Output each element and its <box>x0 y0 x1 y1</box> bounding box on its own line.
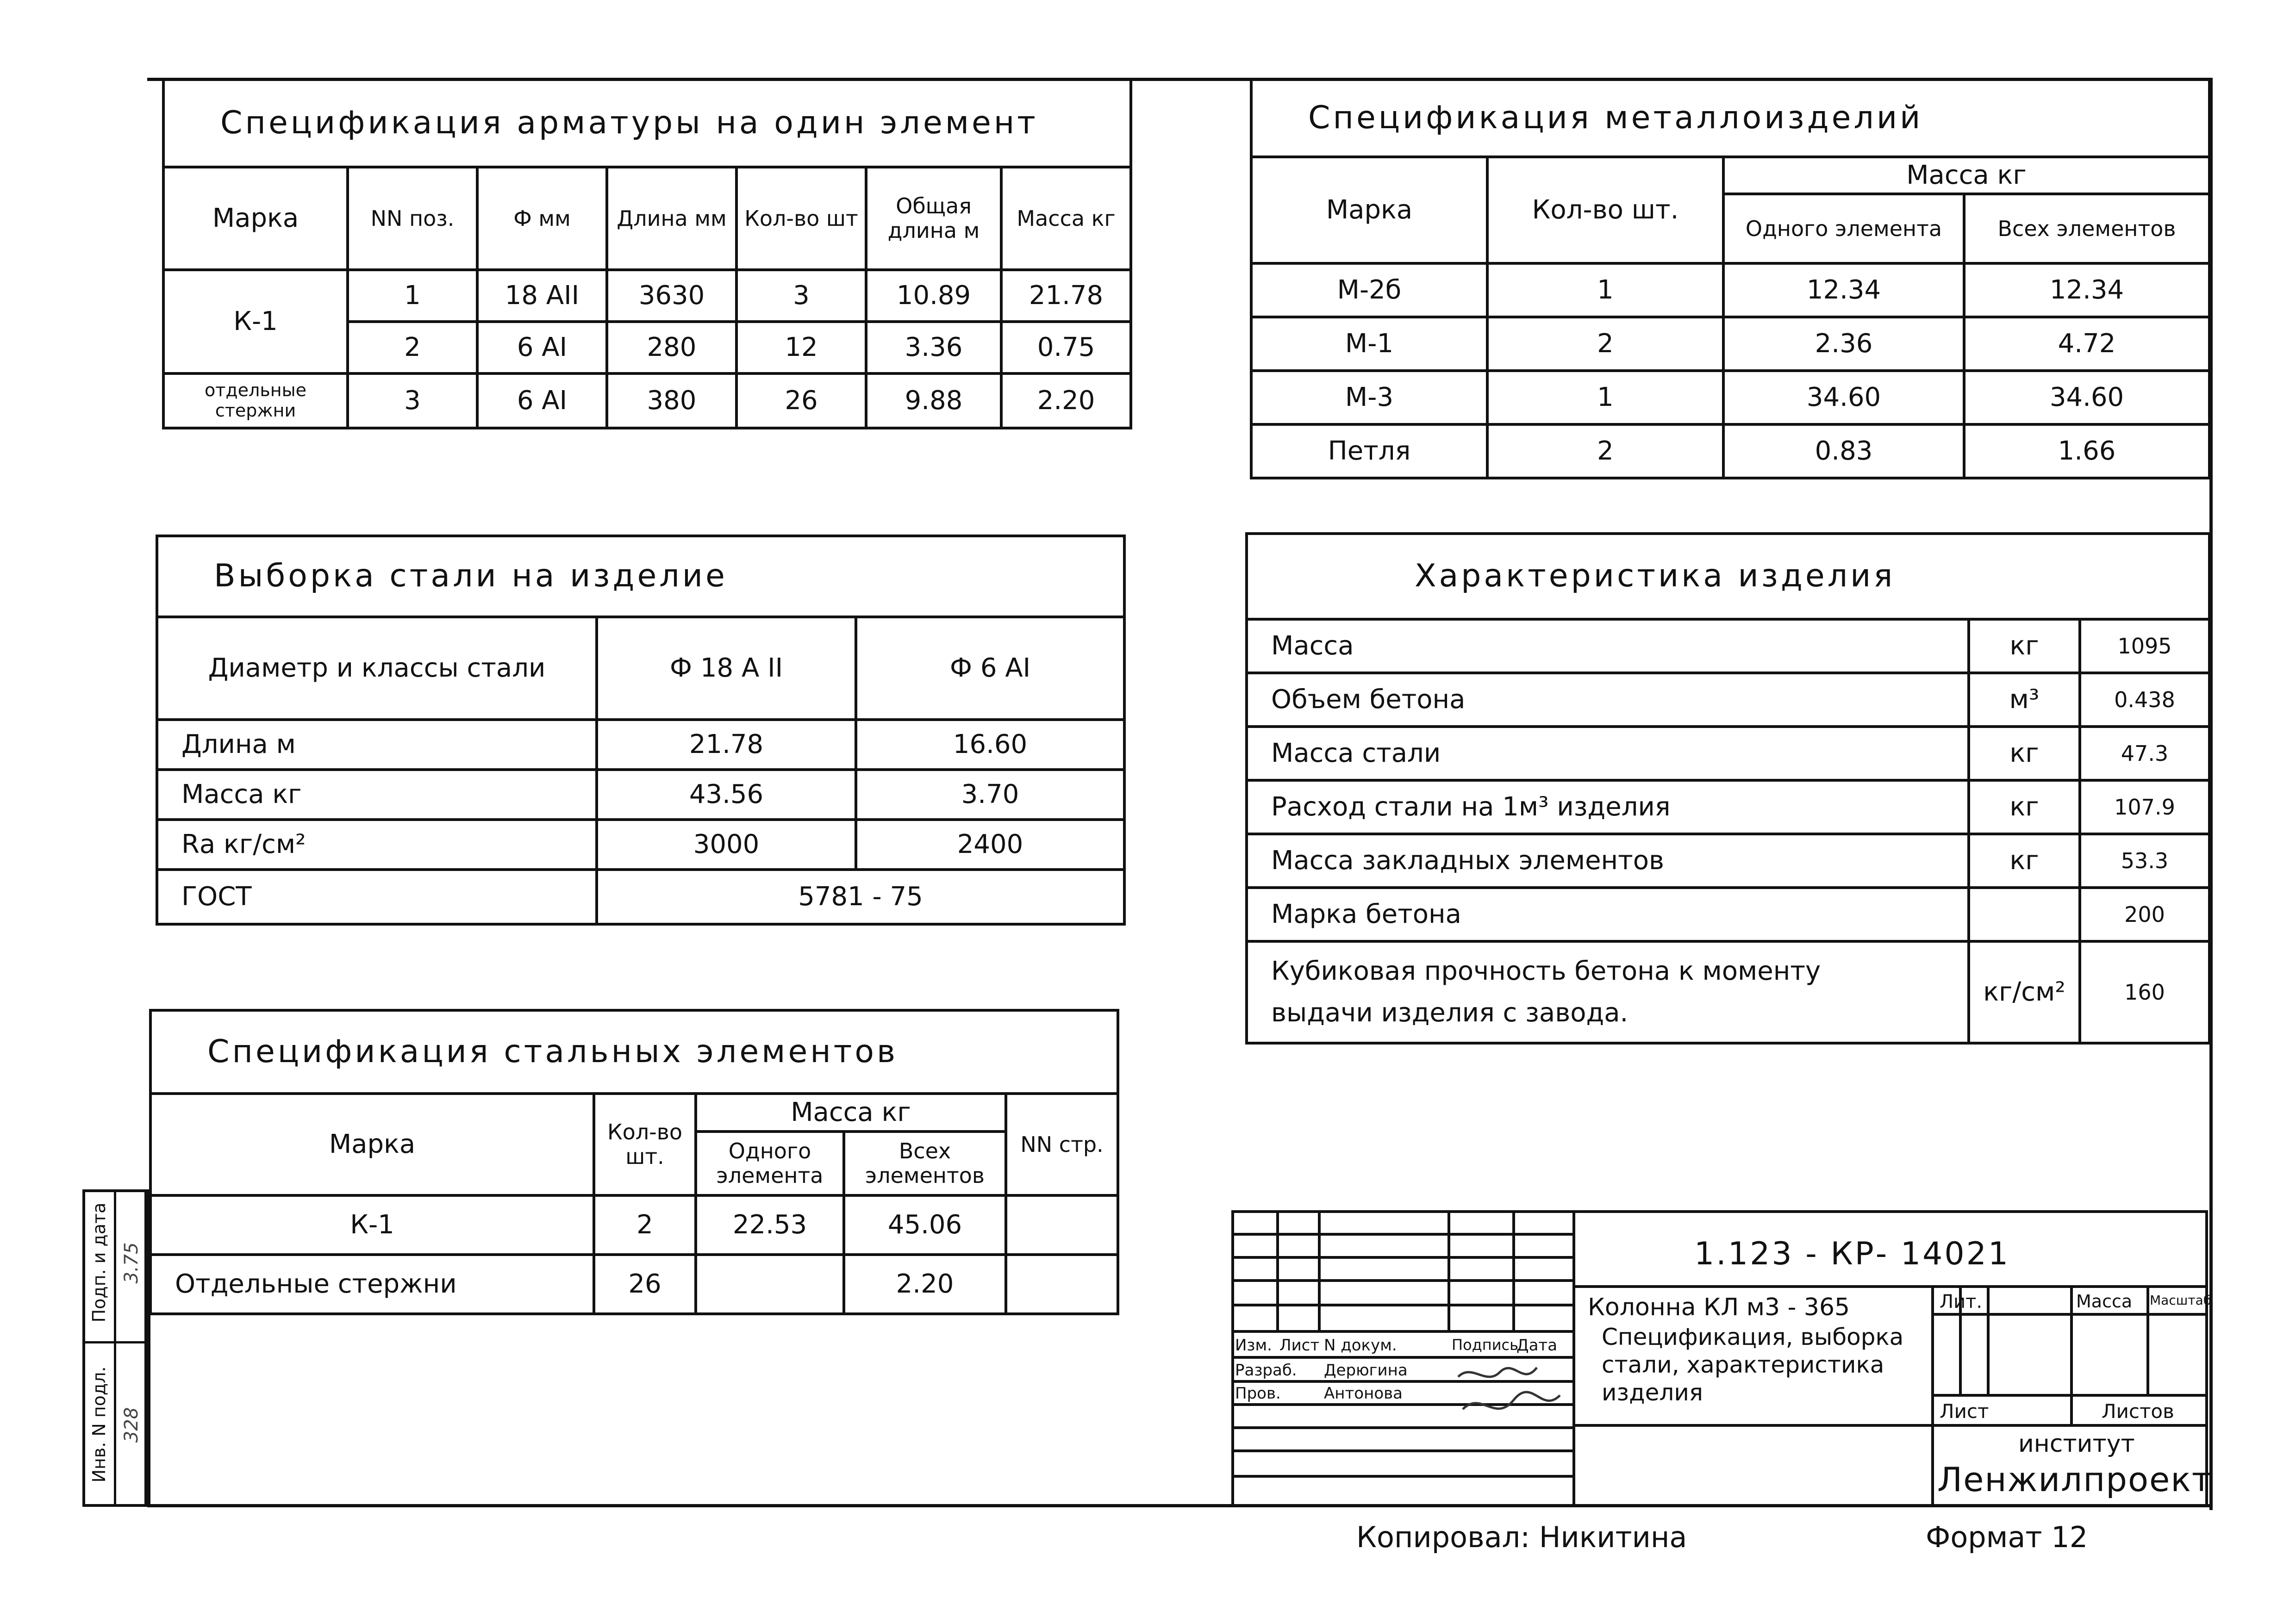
side-stamp-inv-label: Инв. N подл. <box>89 1366 109 1483</box>
rebar-cell: 380 <box>607 373 736 428</box>
steel-sample-header-col2: Ф 6 АI <box>856 617 1124 720</box>
steel-sample-gost-label: ГОСТ <box>157 870 597 924</box>
steel-elements-cell: К-1 <box>150 1195 594 1255</box>
side-stamp-sign-value: 3.75 <box>121 1242 142 1284</box>
metal-spec-title: Спецификация металлоизделий <box>1251 79 2209 157</box>
title-block-sheet: Лист <box>1940 1400 1989 1423</box>
rebar-row-mark: К-1 <box>163 270 348 373</box>
title-block-razrab-name: Дерюгина <box>1324 1361 1408 1380</box>
title-block-col-izm: Изм. <box>1235 1336 1272 1355</box>
steel-elements-title: Спецификация стальных элементов <box>150 1010 1118 1094</box>
rebar-cell: 0.75 <box>1001 322 1131 373</box>
title-block-desc-3: стали, характеристика <box>1602 1351 1884 1378</box>
rebar-spec-table <box>162 78 1132 429</box>
steel-elements-header-mass: Масса кг <box>696 1094 1006 1132</box>
steel-sample-cell: 21.78 <box>597 720 856 770</box>
characteristics-label: Расход стали на 1м³ изделия <box>1247 780 1969 834</box>
rebar-cell: 6 АI <box>477 373 607 428</box>
rebar-header-len: Длина мм <box>607 167 736 270</box>
steel-elements-cell: 26 <box>594 1255 696 1314</box>
title-block-razrab-label: Разраб. <box>1235 1361 1297 1380</box>
steel-sample-row-label: Длина м <box>157 720 597 770</box>
steel-elements-cell <box>1006 1255 1118 1314</box>
characteristics-label: Марка бетона <box>1247 888 1969 941</box>
steel-sample-header-label: Диаметр и классы стали <box>157 617 597 720</box>
characteristics-unit: кг <box>1969 834 2080 888</box>
rebar-cell: 2 <box>348 322 477 373</box>
title-block-prov-name: Антонова <box>1324 1384 1403 1403</box>
rebar-cell: 12 <box>736 322 866 373</box>
characteristics-unit: м³ <box>1969 673 2080 727</box>
title-block-prov-label: Пров. <box>1235 1384 1281 1403</box>
metal-cell: 1 <box>1487 371 1723 424</box>
rebar-cell: 280 <box>607 322 736 373</box>
rebar-cell: 10.89 <box>866 270 1001 322</box>
side-stamp <box>82 1189 147 1507</box>
rebar-cell: 6 АI <box>477 322 607 373</box>
steel-sample-cell: 43.56 <box>597 770 856 820</box>
title-block-col-ndoc: N докум. <box>1324 1336 1397 1355</box>
rebar-header-qty: Кол-во шт <box>736 167 866 270</box>
rebar-cell: 3 <box>348 373 477 428</box>
steel-sample-cell: 16.60 <box>856 720 1124 770</box>
signature-mark <box>1454 1358 1565 1428</box>
metal-header-all: Всех элементов <box>1964 194 2209 263</box>
title-block-desc-4: изделия <box>1602 1379 1703 1406</box>
steel-elements-header-one: Одного элемента <box>696 1132 844 1195</box>
rebar-cell: 26 <box>736 373 866 428</box>
rebar-cell: 3 <box>736 270 866 322</box>
steel-sample-cell: 3000 <box>597 820 856 870</box>
footer-format: Формат 12 <box>1926 1520 2088 1554</box>
characteristics-value: 200 <box>2080 888 2209 941</box>
metal-cell: 2 <box>1487 317 1723 371</box>
characteristics-unit: кг/см² <box>1969 941 2080 1043</box>
characteristics-value: 107.9 <box>2080 780 2209 834</box>
characteristics-label: Кубиковая прочность бетона к моменту выдачи изделия с завода. <box>1247 941 1969 1043</box>
characteristics-title: Характеристика изделия <box>1247 534 2209 619</box>
title-block <box>1231 1210 2212 1507</box>
steel-elements-header-all: Всех элементов <box>844 1132 1006 1195</box>
metal-cell: 1 <box>1487 263 1723 317</box>
steel-sample-row-label: Масса кг <box>157 770 597 820</box>
characteristics-value: 47.3 <box>2080 727 2209 780</box>
steel-elements-header-page: NN стр. <box>1006 1094 1118 1195</box>
rebar-cell: 2.20 <box>1001 373 1131 428</box>
rebar-cell: 18 АII <box>477 270 607 322</box>
rebar-header-total-len: Общая длина м <box>866 167 1001 270</box>
steel-elements-cell: 22.53 <box>696 1195 844 1255</box>
steel-sample-row-label: Rа кг/см² <box>157 820 597 870</box>
steel-elements-table <box>149 1009 1119 1315</box>
footer-copied: Копировал: Никитина <box>1356 1520 1687 1554</box>
metal-cell: М-2б <box>1251 263 1487 317</box>
side-stamp-sign-label: Подп. и дата <box>89 1202 109 1323</box>
metal-cell: 34.60 <box>1723 371 1964 424</box>
characteristics-label: Масса закладных элементов <box>1247 834 1969 888</box>
steel-elements-cell <box>1006 1195 1118 1255</box>
characteristics-label: Объем бетона <box>1247 673 1969 727</box>
title-block-col-list: Лист <box>1279 1336 1320 1355</box>
metal-cell: 2 <box>1487 424 1723 478</box>
characteristics-value: 0.438 <box>2080 673 2209 727</box>
steel-elements-header-mark: Марка <box>150 1094 594 1195</box>
title-block-scale: Масштаб <box>2150 1293 2212 1308</box>
steel-elements-cell: 2 <box>594 1195 696 1255</box>
characteristics-label: Масса <box>1247 619 1969 673</box>
rebar-header-dia: Ф мм <box>477 167 607 270</box>
metal-spec-table <box>1250 78 2211 479</box>
metal-header-mass: Масса кг <box>1723 157 2209 194</box>
title-block-institute-label: институт <box>2018 1430 2135 1458</box>
steel-sample-gost-value: 5781 - 75 <box>597 870 1124 924</box>
rebar-cell: 3630 <box>607 270 736 322</box>
metal-header-mark: Марка <box>1251 157 1487 263</box>
metal-cell: 0.83 <box>1723 424 1964 478</box>
title-block-lit: Лит. <box>1940 1291 1983 1312</box>
characteristics-table <box>1245 532 2211 1045</box>
characteristics-unit: кг <box>1969 780 2080 834</box>
metal-cell: Петля <box>1251 424 1487 478</box>
title-block-desc-1: Колонна КЛ м3 - 365 <box>1588 1293 1850 1321</box>
characteristics-unit: кг <box>1969 619 2080 673</box>
rebar-cell: 9.88 <box>866 373 1001 428</box>
characteristics-unit: кг <box>1969 727 2080 780</box>
steel-elements-cell: 2.20 <box>844 1255 1006 1314</box>
metal-cell: М-1 <box>1251 317 1487 371</box>
steel-sample-header-col1: Ф 18 А II <box>597 617 856 720</box>
steel-sample-table <box>156 535 1126 926</box>
characteristics-unit <box>1969 888 2080 941</box>
steel-sample-title: Выборка стали на изделие <box>157 536 1124 617</box>
title-block-desc-2: Спецификация, выборка <box>1602 1324 1904 1350</box>
rebar-header-mark: Марка <box>163 167 348 270</box>
title-block-mass: Масса <box>2076 1291 2133 1312</box>
title-block-col-sign: Подпись <box>1452 1336 1518 1354</box>
rebar-spec-title: Спецификация арматуры на один элемент <box>163 79 1131 167</box>
title-block-col-date: Дата <box>1516 1336 1558 1355</box>
characteristics-label: Масса стали <box>1247 727 1969 780</box>
title-block-code: 1.123 - КР- 14021 <box>1694 1236 2010 1272</box>
steel-sample-cell: 3.70 <box>856 770 1124 820</box>
steel-elements-header-qty: Кол-во шт. <box>594 1094 696 1195</box>
rebar-cell: 3.36 <box>866 322 1001 373</box>
rebar-header-pos: NN поз. <box>348 167 477 270</box>
title-block-institute-name: Ленжилпроект <box>1937 1460 2212 1499</box>
metal-cell: М-3 <box>1251 371 1487 424</box>
characteristics-value: 160 <box>2080 941 2209 1043</box>
metal-cell: 2.36 <box>1723 317 1964 371</box>
rebar-header-mass: Масса кг <box>1001 167 1131 270</box>
characteristics-value: 53.3 <box>2080 834 2209 888</box>
rebar-cell: 21.78 <box>1001 270 1131 322</box>
metal-cell: 1.66 <box>1964 424 2209 478</box>
title-block-sheets: Листов <box>2102 1400 2174 1423</box>
steel-elements-cell: Отдельные стержни <box>150 1255 594 1314</box>
rebar-cell: 1 <box>348 270 477 322</box>
metal-cell: 12.34 <box>1723 263 1964 317</box>
side-stamp-inv-value: 328 <box>121 1407 142 1443</box>
metal-cell: 34.60 <box>1964 371 2209 424</box>
steel-sample-cell: 2400 <box>856 820 1124 870</box>
metal-cell: 4.72 <box>1964 317 2209 371</box>
metal-cell: 12.34 <box>1964 263 2209 317</box>
metal-header-one: Одного элемента <box>1723 194 1964 263</box>
steel-elements-cell: 45.06 <box>844 1195 1006 1255</box>
rebar-row-mark: отдельные стержни <box>163 373 348 428</box>
steel-elements-cell <box>696 1255 844 1314</box>
characteristics-value: 1095 <box>2080 619 2209 673</box>
metal-header-qty: Кол-во шт. <box>1487 157 1723 263</box>
